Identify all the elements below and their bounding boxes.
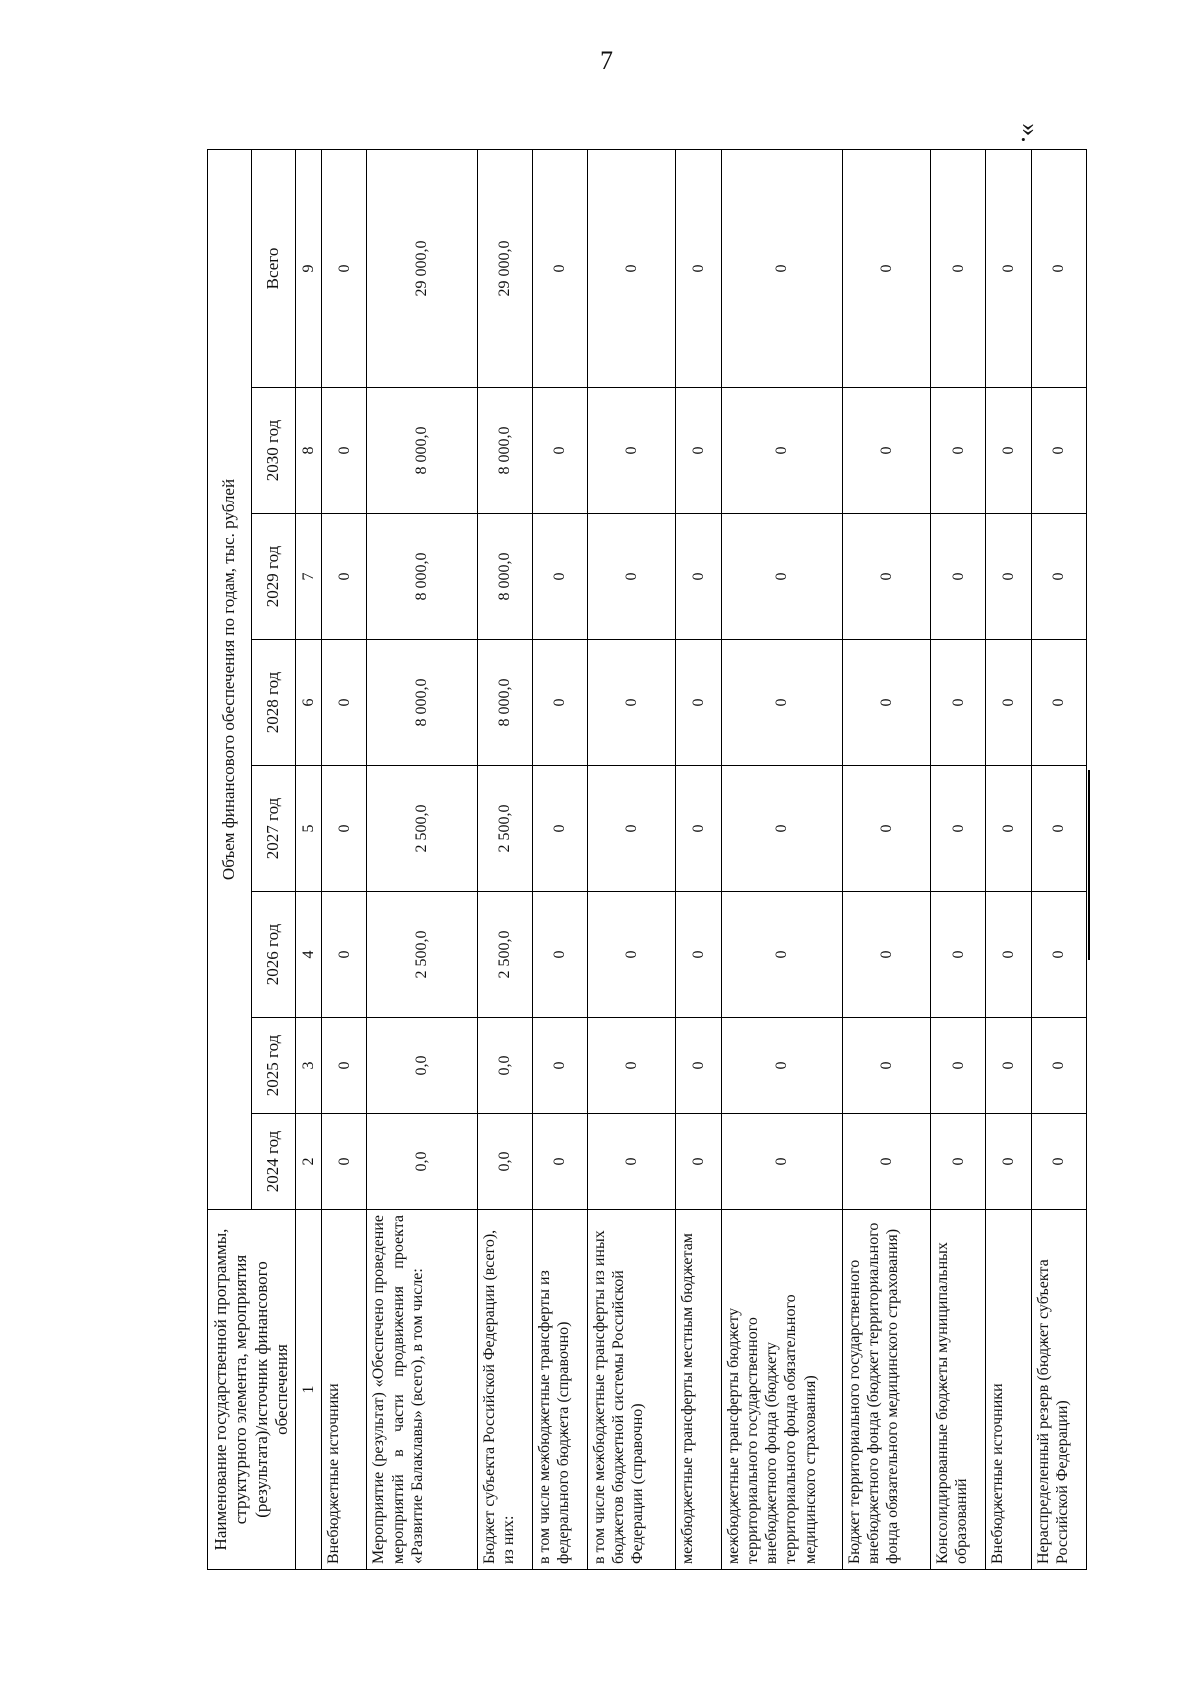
row-name: Нераспределенный резерв (бюджет субъекта Российской Федерации) — [1031, 1210, 1086, 1570]
financing-table-wrapper — [207, 150, 1087, 1570]
row-year-value: 0 — [532, 1114, 587, 1210]
row-year-value: 0 — [587, 640, 676, 766]
column-number: 6 — [296, 640, 322, 766]
header-financing-volume: Объем финансового обеспечения по годам, тыс. рублей — [208, 149, 252, 1209]
table-body — [322, 149, 1087, 1569]
row-year-value: 0,0 — [477, 1114, 532, 1210]
row-total-value: 0 — [986, 149, 1031, 387]
row-year-value: 8 000,0 — [367, 388, 477, 514]
column-number: 7 — [296, 514, 322, 640]
column-number: 9 — [296, 149, 322, 387]
row-year-value: 0 — [532, 1018, 587, 1114]
row-year-value: 0 — [721, 1018, 842, 1114]
row-year-value: 0 — [931, 640, 986, 766]
row-year-value: 0 — [842, 1114, 931, 1210]
financing-table — [207, 149, 1087, 1570]
row-name: Внебюджетные источники — [986, 1210, 1031, 1570]
row-year-value: 0 — [532, 640, 587, 766]
row-year-value: 0 — [721, 514, 842, 640]
row-year-value: 0 — [322, 640, 367, 766]
row-total-value: 0 — [676, 149, 721, 387]
row-year-value: 2 500,0 — [477, 766, 532, 892]
header-year: 2030 год — [252, 388, 296, 514]
header-year: 2028 год — [252, 640, 296, 766]
row-year-value: 0 — [587, 892, 676, 1018]
row-year-value: 0 — [322, 514, 367, 640]
page-number: 7 — [600, 46, 613, 75]
row-total-value: 0 — [322, 149, 367, 387]
column-number: 2 — [296, 1114, 322, 1210]
row-name: в том числе межбюджетные трансферты из иных бюджетов бюджетной системы Российской Федерации (справочно) — [587, 1210, 676, 1570]
closing-quote-mark: ». — [1015, 123, 1045, 143]
row-year-value: 0 — [986, 388, 1031, 514]
row-year-value: 2 500,0 — [367, 766, 477, 892]
row-year-value: 0 — [931, 766, 986, 892]
row-year-value: 0 — [721, 892, 842, 1018]
row-year-value: 0 — [587, 514, 676, 640]
row-total-value: 0 — [1031, 149, 1086, 387]
row-year-value: 0 — [676, 1018, 721, 1114]
row-year-value: 0 — [721, 766, 842, 892]
row-year-value: 0 — [986, 1018, 1031, 1114]
row-year-value: 0 — [532, 388, 587, 514]
row-year-value: 0 — [931, 892, 986, 1018]
row-year-value: 0 — [931, 1018, 986, 1114]
table-row — [986, 149, 1031, 1569]
table-row — [676, 149, 721, 1569]
row-name: Бюджет субъекта Российской Федерации (всего), из них: — [477, 1210, 532, 1570]
table-row — [721, 149, 842, 1569]
row-year-value: 2 500,0 — [367, 892, 477, 1018]
row-year-value: 0 — [676, 1114, 721, 1210]
row-year-value: 0 — [721, 640, 842, 766]
column-number: 8 — [296, 388, 322, 514]
row-year-value: 0,0 — [367, 1018, 477, 1114]
row-total-value: 0 — [931, 149, 986, 387]
row-year-value: 0 — [1031, 1114, 1086, 1210]
row-year-value: 0,0 — [367, 1114, 477, 1210]
column-number: 4 — [296, 892, 322, 1018]
row-year-value: 8 000,0 — [477, 514, 532, 640]
row-year-value: 0 — [842, 1018, 931, 1114]
row-year-value: 0 — [1031, 388, 1086, 514]
column-number: 5 — [296, 766, 322, 892]
table-row — [532, 149, 587, 1569]
row-year-value: 0 — [1031, 1018, 1086, 1114]
row-year-value: 0 — [842, 388, 931, 514]
row-name: Консолидированные бюджеты муниципальных образований — [931, 1210, 986, 1570]
table-row — [477, 149, 532, 1569]
table-row — [587, 149, 676, 1569]
row-name: Бюджет территориального государственного внебюджетного фонда (бюджет территориального фонда обязательного медицинского страхования) — [842, 1210, 931, 1570]
table-row — [1031, 149, 1086, 1569]
row-year-value: 0,0 — [477, 1018, 532, 1114]
row-year-value: 0 — [842, 892, 931, 1018]
row-total-value: 0 — [842, 149, 931, 387]
row-name: межбюджетные трансферты местным бюджетам — [676, 1210, 721, 1570]
row-year-value: 0 — [676, 640, 721, 766]
separator-line — [1088, 770, 1090, 960]
row-total-value: 0 — [587, 149, 676, 387]
row-year-value: 0 — [587, 1018, 676, 1114]
header-name-column: Наименование государственной программы, структурного элемента, мероприятия (результата)/источник финансового обеспечения — [208, 1210, 296, 1570]
row-year-value: 0 — [842, 514, 931, 640]
header-year: 2029 год — [252, 514, 296, 640]
header-total: Всего — [252, 149, 296, 387]
column-number: 1 — [296, 1210, 322, 1570]
row-year-value: 8 000,0 — [367, 514, 477, 640]
row-year-value: 0 — [532, 514, 587, 640]
row-year-value: 0 — [676, 766, 721, 892]
table-row — [931, 149, 986, 1569]
row-year-value: 2 500,0 — [477, 892, 532, 1018]
row-total-value: 0 — [721, 149, 842, 387]
row-year-value: 0 — [986, 766, 1031, 892]
row-year-value: 0 — [322, 892, 367, 1018]
row-year-value: 0 — [532, 766, 587, 892]
header-year: 2024 год — [252, 1114, 296, 1210]
row-total-value: 29 000,0 — [367, 149, 477, 387]
row-name: в том числе межбюджетные трансферты из федерального бюджета (справочно) — [532, 1210, 587, 1570]
table-row — [842, 149, 931, 1569]
row-year-value: 0 — [842, 640, 931, 766]
row-year-value: 0 — [842, 766, 931, 892]
row-year-value: 0 — [721, 1114, 842, 1210]
row-year-value: 0 — [322, 1114, 367, 1210]
row-year-value: 0 — [721, 388, 842, 514]
row-year-value: 0 — [322, 388, 367, 514]
table-row — [367, 149, 477, 1569]
row-year-value: 0 — [1031, 514, 1086, 640]
row-year-value: 0 — [322, 1018, 367, 1114]
row-total-value: 29 000,0 — [477, 149, 532, 387]
row-year-value: 0 — [322, 766, 367, 892]
row-year-value: 8 000,0 — [477, 388, 532, 514]
row-total-value: 0 — [532, 149, 587, 387]
row-year-value: 0 — [587, 766, 676, 892]
row-year-value: 0 — [986, 1114, 1031, 1210]
header-year: 2026 год — [252, 892, 296, 1018]
row-year-value: 0 — [1031, 766, 1086, 892]
row-year-value: 8 000,0 — [477, 640, 532, 766]
row-year-value: 0 — [587, 388, 676, 514]
table-row — [322, 149, 367, 1569]
row-year-value: 0 — [676, 388, 721, 514]
row-name: Внебюджетные источники — [322, 1210, 367, 1570]
row-year-value: 0 — [587, 1114, 676, 1210]
row-year-value: 0 — [931, 514, 986, 640]
row-year-value: 0 — [931, 1114, 986, 1210]
row-name: Мероприятие (результат) «Обеспечено проведение мероприятий в части продвижения проекта «Развитие Балаклавы» (всего), в том числе: — [367, 1210, 477, 1570]
row-year-value: 0 — [532, 892, 587, 1018]
header-year: 2027 год — [252, 766, 296, 892]
row-year-value: 0 — [676, 892, 721, 1018]
header-year: 2025 год — [252, 1018, 296, 1114]
row-year-value: 0 — [1031, 640, 1086, 766]
row-year-value: 0 — [986, 514, 1031, 640]
row-year-value: 0 — [931, 388, 986, 514]
row-name: межбюджетные трансферты бюджету территориального государственного внебюджетного фонда (бюджету территориального фонда обязательного медицинского страхования) — [721, 1210, 842, 1570]
column-number: 3 — [296, 1018, 322, 1114]
row-year-value: 0 — [676, 514, 721, 640]
row-year-value: 0 — [1031, 892, 1086, 1018]
row-year-value: 8 000,0 — [367, 640, 477, 766]
row-year-value: 0 — [986, 892, 1031, 1018]
row-year-value: 0 — [986, 640, 1031, 766]
